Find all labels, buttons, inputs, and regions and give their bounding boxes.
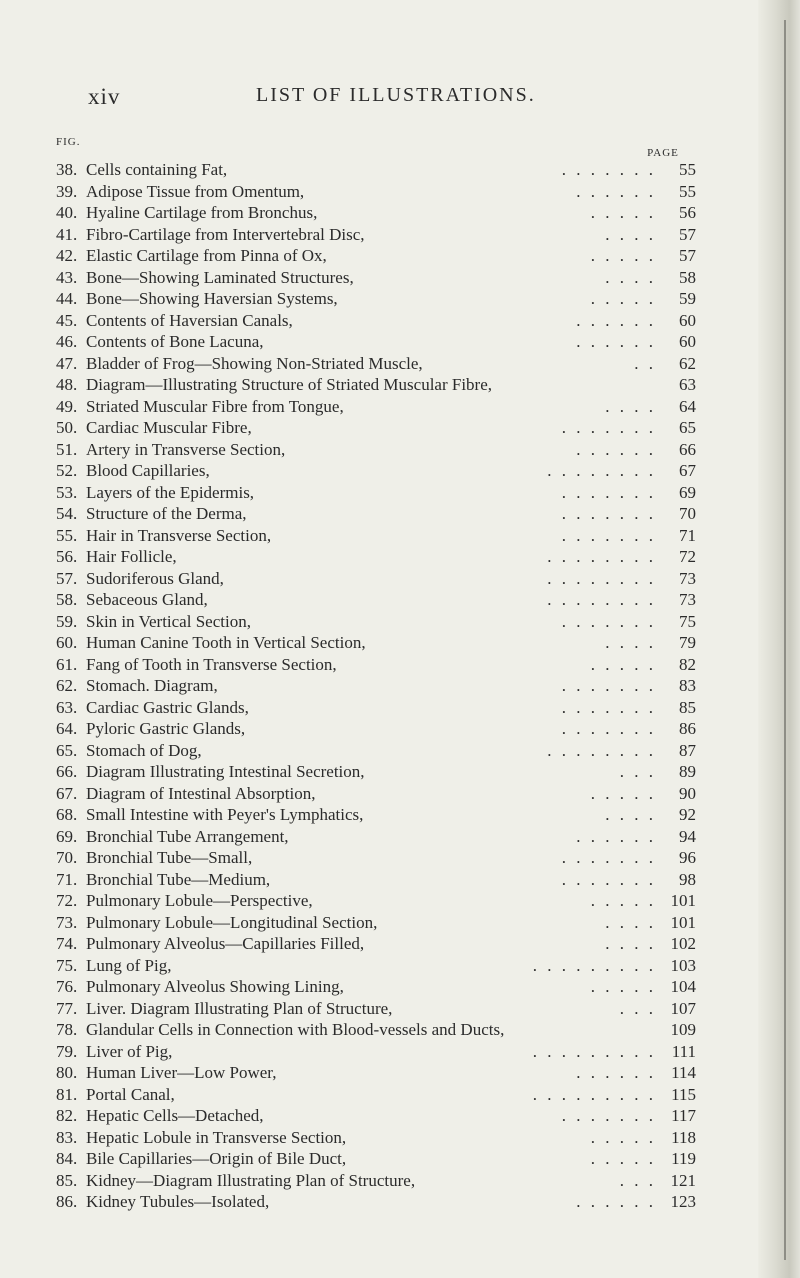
page-reference: 57 [679,246,696,265]
figure-number: 59. [56,611,78,631]
figure-title: Stomach. Diagram, [86,676,218,695]
leader-dots: . . . . . . . . . [532,1041,656,1061]
list-item [56,891,696,913]
figure-title: Diagram Illustrating Intestinal Secretion, [86,762,365,781]
page-reference: 66 [679,439,696,459]
list-item [56,913,696,935]
figure-title: Artery in Transverse Section, [86,439,286,459]
list-item [56,354,696,376]
page-reference: 65 [679,418,696,437]
figure-number: 55. [56,525,78,545]
page-reference: 111 [671,1041,696,1061]
figure-number: 52. [56,461,78,480]
page-reference: 115 [671,1084,696,1104]
leader-dots: . . . . . . . [561,697,656,717]
list-item [56,160,696,182]
leader-dots: . . . . [605,224,656,244]
list-item [56,311,696,333]
page-reference: 79 [679,633,696,652]
figure-number: 45. [56,310,78,330]
list-item [56,762,696,784]
figure-number: 54. [56,504,78,523]
figure-number: 48. [56,375,78,394]
page-reference: 67 [679,461,696,480]
page-reference: 58 [679,267,696,287]
page-reference: 55 [679,160,696,179]
figure-title: Hyaline Cartilage from Bronchus, [86,203,318,222]
running-header [88,84,688,114]
list-item [56,483,696,505]
figure-title: Kidney—Diagram Illustrating Plan of Structure, [86,1170,416,1190]
page-reference: 62 [679,353,696,373]
running-title: LIST OF ILLUSTRATIONS. [256,84,536,106]
list-item [56,633,696,655]
figure-title: Portal Canal, [86,1084,175,1104]
page-reference: 83 [679,676,696,695]
figure-title: Hepatic Cells—Detached, [86,1106,264,1125]
figure-title: Bile Capillaries—Origin of Bile Duct, [86,1149,347,1168]
leader-dots: . . . . . [590,1149,656,1168]
page-reference: 60 [679,310,696,330]
figure-number: 38. [56,160,78,179]
leader-dots: . . . . . . . [561,719,656,738]
leader-dots: . . . . . [590,783,656,803]
figure-title: Structure of the Derma, [86,504,247,523]
figure-title: Adipose Tissue from Omentum, [86,181,305,201]
page-reference: 85 [679,697,696,717]
figure-title: Diagram—Illustrating Structure of Striated Muscular Fibre, [86,375,493,394]
figure-number: 39. [56,181,78,201]
leader-dots: . . . . . . . [561,160,656,179]
list-item [56,397,696,419]
figure-number: 82. [56,1106,78,1125]
leader-dots: . . . . . [590,203,656,222]
figure-title: Bronchial Tube Arrangement, [86,826,289,846]
leader-dots: . . . . [605,396,656,416]
page-reference: 102 [670,934,696,953]
list-item [56,741,696,763]
leader-dots: . . . [619,998,656,1018]
leader-dots: . . . [619,762,656,781]
page-column-label: PAGE [647,147,679,159]
leader-dots: . . . . . . [576,1192,656,1211]
figure-number: 44. [56,289,78,308]
figure-number: 40. [56,203,78,222]
figure-title: Pulmonary Alveolus—Capillaries Filled, [86,934,365,953]
page-reference: 86 [679,719,696,738]
page-reference: 64 [679,396,696,416]
leader-dots: . . . . . . [576,310,656,330]
list-item [56,698,696,720]
figure-number: 56. [56,547,78,566]
figure-number: 66. [56,762,78,781]
list-item [56,612,696,634]
page-reference: 60 [679,332,696,351]
leader-dots: . . . . . . . [561,611,656,631]
list-item [56,332,696,354]
figure-title: Layers of the Epidermis, [86,482,255,502]
leader-dots: . . . . . . . . [547,740,656,760]
figure-number: 65. [56,740,78,760]
leader-dots: . . . . . [590,977,656,996]
figure-number: 83. [56,1127,78,1147]
list-item [56,440,696,462]
binding-line [784,20,786,1260]
figure-title: Human Liver—Low Power, [86,1063,277,1082]
leader-dots: . . . . [605,912,656,932]
figure-number: 46. [56,332,78,351]
page-reference: 101 [670,891,696,910]
figure-number: 51. [56,439,78,459]
figure-title: Bronchial Tube—Medium, [86,869,271,889]
list-item [56,1020,696,1042]
figure-title: Bone—Showing Laminated Structures, [86,267,354,287]
page-reference: 55 [679,181,696,201]
figure-title: Contents of Bone Lacuna, [86,332,264,351]
figure-number: 67. [56,783,78,803]
figure-title: Kidney Tubules—Isolated, [86,1192,270,1211]
page-reference: 56 [679,203,696,222]
figure-number: 72. [56,891,78,910]
figure-title: Glandular Cells in Connection with Blood-vessels and Ducts, [86,1020,505,1039]
figure-number: 47. [56,353,78,373]
leader-dots: . . . . . . . . [547,590,656,609]
leader-dots: . . . . . . . . [547,461,656,480]
list-item [56,1128,696,1150]
leader-dots: . . . . . . [576,181,656,201]
list-item [56,375,696,397]
list-item [56,870,696,892]
figure-number: 53. [56,482,78,502]
leader-dots: . . . . . . . [561,676,656,695]
list-item [56,289,696,311]
figure-number: 41. [56,224,78,244]
page-number: xiv [88,84,121,109]
figure-number: 74. [56,934,78,953]
page-reference: 118 [671,1127,696,1147]
page-reference: 107 [670,998,696,1018]
page-reference: 73 [679,590,696,609]
figure-number: 49. [56,396,78,416]
figure-title: Cardiac Muscular Fibre, [86,418,252,437]
page-reference: 89 [679,762,696,781]
leader-dots: . . . . [605,633,656,652]
figure-title: Lung of Pig, [86,955,172,975]
list-item [56,676,696,698]
page-reference: 98 [679,869,696,889]
page-reference: 119 [671,1149,696,1168]
leader-dots: . . . . . . . . [547,547,656,566]
figure-title: Liver of Pig, [86,1041,173,1061]
list-item [56,1106,696,1128]
list-item [56,504,696,526]
leader-dots: . . . . . . [576,1063,656,1082]
figure-number: 69. [56,826,78,846]
leader-dots: . . . . . . [576,826,656,846]
page-reference: 72 [679,547,696,566]
figure-number: 77. [56,998,78,1018]
list-item [56,1042,696,1064]
page-reference: 117 [671,1106,696,1125]
figure-title: Bladder of Frog—Showing Non-Striated Muscle, [86,353,423,373]
page-reference: 94 [679,826,696,846]
leader-dots: . . . . . . . . [547,568,656,588]
figure-title: Pulmonary Lobule—Perspective, [86,891,313,910]
page-reference: 57 [679,224,696,244]
figure-title: Contents of Haversian Canals, [86,310,293,330]
figure-number: 61. [56,654,78,674]
leader-dots: . . . . [605,934,656,953]
list-item [56,784,696,806]
list-item [56,203,696,225]
page-reference: 82 [679,654,696,674]
figure-number: 70. [56,848,78,867]
figure-number: 73. [56,912,78,932]
figure-title: Pulmonary Alveolus Showing Lining, [86,977,344,996]
figure-number: 76. [56,977,78,996]
figure-number: 78. [56,1020,78,1039]
leader-dots: . . . [619,1170,656,1190]
illustration-list [56,160,696,1214]
figure-number: 60. [56,633,78,652]
figure-title: Pulmonary Lobule—Longitudinal Section, [86,912,378,932]
figure-number: 50. [56,418,78,437]
leader-dots: . . . . . [590,246,656,265]
list-item [56,1149,696,1171]
figure-title: Small Intestine with Peyer's Lymphatics, [86,805,364,824]
list-item [56,547,696,569]
leader-dots: . . . . . [590,1127,656,1147]
figure-title: Bronchial Tube—Small, [86,848,253,867]
figure-title: Striated Muscular Fibre from Tongue, [86,396,344,416]
figure-title: Cells containing Fat, [86,160,228,179]
figure-title: Skin in Vertical Section, [86,611,251,631]
figure-title: Fibro-Cartilage from Intervertebral Disc, [86,224,365,244]
figure-number: 68. [56,805,78,824]
figure-title: Hair in Transverse Section, [86,525,272,545]
figure-title: Elastic Cartilage from Pinna of Ox, [86,246,327,265]
leader-dots: . . . . . [590,289,656,308]
figure-number: 85. [56,1170,78,1190]
page-reference: 96 [679,848,696,867]
figure-number: 84. [56,1149,78,1168]
list-item [56,827,696,849]
leader-dots: . . . . . . . [561,418,656,437]
leader-dots: . . . . [605,805,656,824]
figure-title: Hair Follicle, [86,547,177,566]
figure-number: 81. [56,1084,78,1104]
leader-dots: . . . . . . . [561,848,656,867]
leader-dots: . . . . . [590,654,656,674]
figure-title: Bone—Showing Haversian Systems, [86,289,338,308]
figure-title: Cardiac Gastric Glands, [86,697,249,717]
leader-dots: . . . . . . . [561,482,656,502]
leader-dots: . . . . [605,267,656,287]
list-item [56,848,696,870]
leader-dots: . . . . . . . [561,869,656,889]
leader-dots: . . . . . . . [561,1106,656,1125]
figure-title: Liver. Diagram Illustrating Plan of Structure, [86,998,393,1018]
list-item [56,246,696,268]
page-reference: 109 [670,1020,696,1039]
list-item [56,182,696,204]
page-reference: 73 [679,568,696,588]
list-item [56,569,696,591]
list-item [56,590,696,612]
figure-number: 58. [56,590,78,609]
page-reference: 70 [679,504,696,523]
page-reference: 90 [679,783,696,803]
figure-title: Sudoriferous Gland, [86,568,224,588]
leader-dots: . . . . . [590,891,656,910]
page-reference: 123 [670,1192,696,1211]
leader-dots: . . . . . . . . . [532,1084,656,1104]
page-reference: 92 [679,805,696,824]
list-item [56,1063,696,1085]
figure-title: Stomach of Dog, [86,740,202,760]
page-reference: 114 [671,1063,696,1082]
list-item [56,655,696,677]
list-item [56,1085,696,1107]
figure-title: Blood Capillaries, [86,461,210,480]
page-reference: 59 [679,289,696,308]
figure-number: 86. [56,1192,78,1211]
leader-dots: . . . . . . [576,332,656,351]
figure-number: 75. [56,955,78,975]
page-reference: 121 [670,1170,696,1190]
list-item [56,268,696,290]
figure-title: Pyloric Gastric Glands, [86,719,246,738]
leader-dots: . . . . . . [576,439,656,459]
list-item [56,1192,696,1214]
figure-number: 80. [56,1063,78,1082]
leader-dots: . . . . . . . . . [532,955,656,975]
list-item [56,526,696,548]
figure-number: 57. [56,568,78,588]
list-item [56,805,696,827]
page-reference: 104 [670,977,696,996]
figure-number: 62. [56,676,78,695]
page-reference: 87 [679,740,696,760]
figure-number: 64. [56,719,78,738]
list-item [56,1171,696,1193]
figure-title: Fang of Tooth in Transverse Section, [86,654,337,674]
list-item [56,934,696,956]
list-item [56,999,696,1021]
list-item [56,418,696,440]
page-reference: 71 [679,525,696,545]
list-item [56,461,696,483]
figure-number: 42. [56,246,78,265]
leader-dots: . . [634,353,656,373]
page-edge-shadow [758,0,800,1278]
page-reference: 75 [679,611,696,631]
page-reference: 63 [679,375,696,394]
list-item [56,719,696,741]
leader-dots: . . . . . . . [561,525,656,545]
figure-title: Human Canine Tooth in Vertical Section, [86,633,366,652]
fig-column-label: FIG. [56,136,81,148]
figure-title: Sebaceous Gland, [86,590,208,609]
figure-number: 63. [56,697,78,717]
figure-title: Diagram of Intestinal Absorption, [86,783,316,803]
page-reference: 103 [670,955,696,975]
list-item [56,977,696,999]
page-reference: 101 [670,912,696,932]
figure-number: 43. [56,267,78,287]
figure-number: 71. [56,869,78,889]
figure-title: Hepatic Lobule in Transverse Section, [86,1127,347,1147]
list-item [56,225,696,247]
figure-number: 79. [56,1041,78,1061]
leader-dots: . . . . . . . [561,504,656,523]
list-item [56,956,696,978]
page-reference: 69 [679,482,696,502]
